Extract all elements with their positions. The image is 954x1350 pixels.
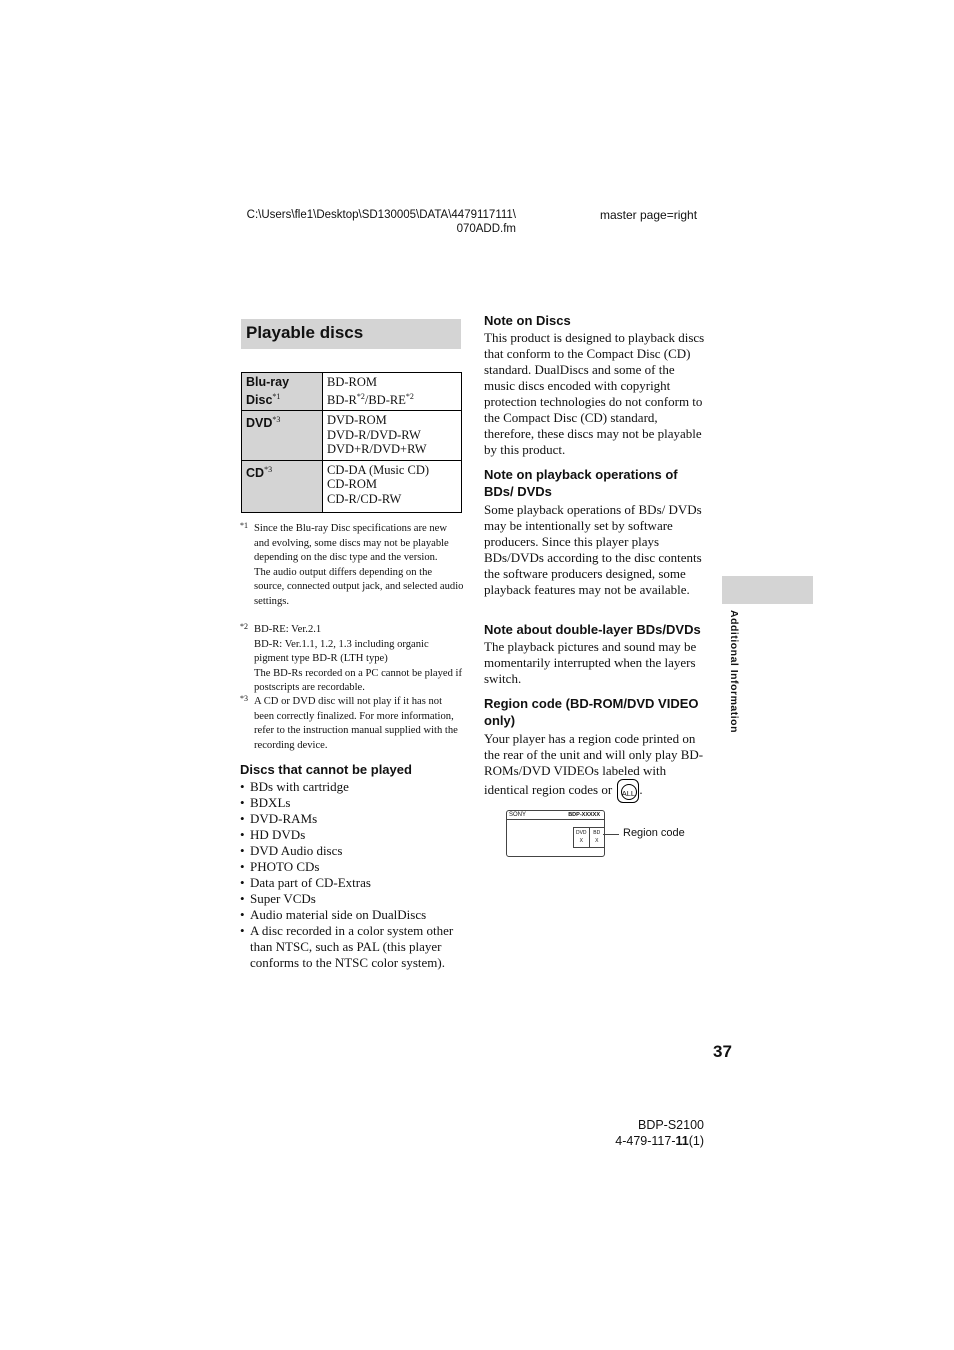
region-code-box: DVD X BD X [573, 827, 605, 848]
model-info [600, 1117, 704, 1149]
footnote-mark-1: *1 [240, 521, 248, 530]
file-path-line1: C:\Users\fle1\Desktop\SD130005\DATA\4479117111\ [246, 209, 516, 221]
footnote-mark-3: *3 [240, 694, 248, 703]
side-tab-label: Additional Information [728, 610, 740, 733]
footnote-3: A CD or DVD disc will not play if it has not been correctly finalized. For more information, refer to the instruction manual supplied with the recording device. [254, 696, 458, 751]
disc-formats-bluray: BD-ROM $BD-R^{*2}/BD-RE^{*2}$ [323, 373, 462, 411]
disc-formats-cd: CD-DA (Music CD) CD-ROM CD-R/CD-RW [323, 460, 462, 512]
list-item: • DVD Audio discs [240, 843, 465, 859]
region-all-icon: ALL [617, 779, 639, 803]
disc-type-dvd: DVD$^{*3}$ [242, 411, 323, 461]
plate-brand: SONY [509, 812, 527, 818]
list-item: • DVD-RAMs [240, 811, 465, 827]
region-code-heading: Region code (BD-ROM/DVD VIDEO only) [484, 696, 699, 728]
page-number: 37 [713, 1042, 732, 1061]
model-code: 4-479-117-11(1) [615, 1134, 704, 1148]
footnote-2: BD-RE: Ver.2.1 BD-R: Ver.1.1, 1.2, 1.3 including organic pigment type BD-R (LTH type) The BD-Rs recorded on a PC cannot be played if postscripts are recordable. [254, 624, 462, 693]
plate-model: BDP-XXXXX [568, 812, 600, 818]
note-discs-heading: Note on Discs [484, 313, 571, 328]
list-item: • A disc recorded in a color system other than NTSC, such as PAL (this player conforms to the NTSC color system). [240, 923, 465, 971]
rear-label-illustration [506, 810, 605, 857]
section-title: Playable discs [246, 323, 364, 342]
callout-line [603, 834, 619, 835]
file-path-line2: 070ADD.fm [456, 223, 516, 235]
cannot-play-heading: Discs that cannot be played [240, 762, 412, 777]
cannot-play-list [240, 779, 465, 971]
list-item: • Data part of CD-Extras [240, 875, 465, 891]
playable-discs-table [241, 372, 462, 513]
list-item: • Super VCDs [240, 891, 465, 907]
master-page-label: master page=right [600, 208, 698, 222]
note-double-layer-heading: Note about double-layer BDs/DVDs [484, 622, 701, 637]
list-item: • BDXLs [240, 795, 465, 811]
disc-type-bluray: Blu-ray Disc$^{*1}$ [242, 373, 323, 411]
table-row [242, 460, 462, 512]
file-path [246, 208, 516, 236]
table-row [242, 373, 462, 411]
note-playback-heading: Note on playback operations of BDs/ DVDs [484, 467, 678, 499]
model-name: BDP-S2100 [637, 1118, 704, 1132]
side-tab [722, 576, 813, 604]
footnote-mark-2: *2 [240, 622, 248, 631]
note-playback-body: Some playback operations of BDs/ DVDs may be intentionally set by software producers. Since this player plays BDs/DVDs according to the disc contents the software producers designed, some playback features may not be available. [484, 502, 702, 597]
list-item: • BDs with cartridge [240, 779, 465, 795]
list-item: • PHOTO CDs [240, 859, 465, 875]
footnote-1: Since the Blu-ray Disc specifications are new and evolving, some discs may not be playable depending on the disc type and the version. The audio output differs depending on the source, connected output jack, and selected audio settings. [254, 523, 464, 607]
disc-formats-dvd: DVD-ROM DVD-R/DVD-RW DVD+R/DVD+RW [323, 411, 462, 461]
note-discs-body: This product is designed to playback discs that conform to the Compact Disc (CD) standard. DualDiscs and some of the music discs encoded with copyright protection technologies do not conform to the Compact Disc (CD) standard, therefore, these discs may not be playable by this product. [484, 330, 705, 457]
disc-type-cd: CD$^{*3}$ [242, 460, 323, 512]
list-item: • HD DVDs [240, 827, 465, 843]
list-item: • Audio material side on DualDiscs [240, 907, 465, 923]
table-row [242, 411, 462, 461]
region-code-callout: Region code [623, 827, 685, 839]
note-double-layer-body: The playback pictures and sound may be momentarily interrupted when the layers switch. [484, 639, 697, 686]
section-title-bar [241, 319, 461, 349]
region-code-body: Your player has a region code printed on the rear of the unit and will only play BD-ROMs/DVD VIDEOs labeled with identical region codes or ALL . [484, 731, 706, 803]
